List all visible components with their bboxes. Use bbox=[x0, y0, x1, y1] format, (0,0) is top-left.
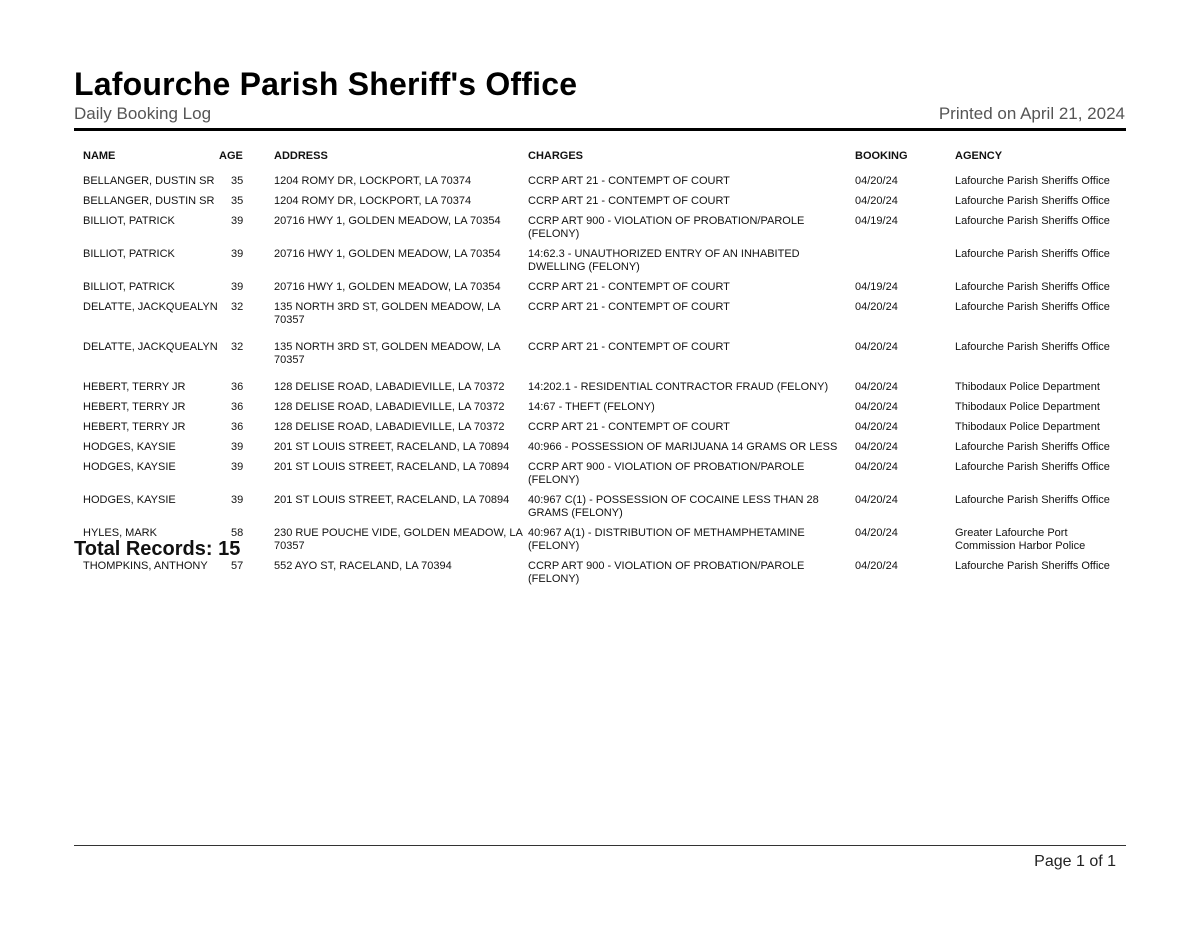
cell-age: 32 bbox=[231, 301, 244, 313]
column-header-age: AGE bbox=[219, 150, 243, 162]
cell-agency: Lafourche Parish Sheriffs Office bbox=[955, 494, 1110, 506]
cell-age: 39 bbox=[231, 215, 244, 227]
table-row bbox=[74, 212, 1126, 245]
cell-charges: 40:966 - POSSESSION OF MARIJUANA 14 GRAMS OR LESS bbox=[528, 441, 838, 453]
cell-agency: Lafourche Parish Sheriffs Office bbox=[955, 248, 1110, 260]
cell-name: BELLANGER, DUSTIN SR bbox=[83, 175, 215, 187]
column-header-name: NAME bbox=[83, 150, 116, 162]
cell-name: HYLES, MARK bbox=[83, 527, 157, 539]
column-header-booking: BOOKING bbox=[855, 150, 908, 162]
cell-agency: Lafourche Parish Sheriffs Office bbox=[955, 281, 1110, 293]
table-row bbox=[74, 557, 1126, 590]
cell-age: 39 bbox=[231, 441, 244, 453]
printed-date: Printed on April 21, 2024 bbox=[938, 104, 1125, 123]
cell-name: HEBERT, TERRY JR bbox=[83, 381, 186, 393]
cell-booking: 04/20/24 bbox=[855, 175, 898, 187]
table-row bbox=[74, 331, 1126, 371]
cell-address: 20716 HWY 1, GOLDEN MEADOW, LA 70354 bbox=[274, 215, 501, 227]
cell-booking: 04/20/24 bbox=[855, 421, 898, 433]
cell-charges: CCRP ART 21 - CONTEMPT OF COURT bbox=[528, 281, 730, 293]
cell-address: 230 RUE POUCHE VIDE, GOLDEN MEADOW, LA 70357 bbox=[274, 527, 523, 552]
cell-age: 36 bbox=[231, 421, 244, 433]
cell-age: 39 bbox=[231, 461, 244, 473]
cell-address: 20716 HWY 1, GOLDEN MEADOW, LA 70354 bbox=[274, 281, 501, 293]
cell-name: THOMPKINS, ANTHONY bbox=[83, 560, 208, 572]
cell-charges: CCRP ART 21 - CONTEMPT OF COURT bbox=[528, 341, 730, 353]
cell-charges: CCRP ART 21 - CONTEMPT OF COURT bbox=[528, 301, 730, 313]
cell-address: 128 DELISE ROAD, LABADIEVILLE, LA 70372 bbox=[274, 421, 505, 433]
cell-agency: Lafourche Parish Sheriffs Office bbox=[955, 175, 1110, 187]
cell-address: 135 NORTH 3RD ST, GOLDEN MEADOW, LA 70357 bbox=[274, 301, 500, 326]
cell-charges: CCRP ART 21 - CONTEMPT OF COURT bbox=[528, 175, 730, 187]
cell-address: 20716 HWY 1, GOLDEN MEADOW, LA 70354 bbox=[274, 248, 501, 260]
cell-booking: 04/19/24 bbox=[855, 281, 898, 293]
table-row bbox=[74, 278, 1126, 298]
column-header-agency: AGENCY bbox=[955, 150, 1003, 162]
cell-age: 39 bbox=[231, 494, 244, 506]
cell-booking: 04/20/24 bbox=[855, 441, 898, 453]
cell-address: 128 DELISE ROAD, LABADIEVILLE, LA 70372 bbox=[274, 381, 505, 393]
cell-charges: CCRP ART 21 - CONTEMPT OF COURT bbox=[528, 195, 730, 207]
cell-address: 552 AYO ST, RACELAND, LA 70394 bbox=[274, 560, 452, 572]
cell-age: 58 bbox=[231, 527, 244, 539]
cell-address: 201 ST LOUIS STREET, RACELAND, LA 70894 bbox=[274, 441, 510, 453]
cell-name: BELLANGER, DUSTIN SR bbox=[83, 195, 215, 207]
cell-address: 135 NORTH 3RD ST, GOLDEN MEADOW, LA 70357 bbox=[274, 341, 500, 366]
cell-agency: Lafourche Parish Sheriffs Office bbox=[955, 301, 1110, 313]
cell-booking: 04/20/24 bbox=[855, 195, 898, 207]
cell-age: 35 bbox=[231, 195, 244, 207]
cell-booking: 04/20/24 bbox=[855, 401, 898, 413]
cell-age: 35 bbox=[231, 175, 244, 187]
cell-name: HODGES, KAYSIE bbox=[83, 461, 176, 473]
cell-age: 39 bbox=[231, 281, 244, 293]
total-records: Total Records: 15 bbox=[74, 538, 241, 560]
cell-booking bbox=[855, 245, 955, 278]
page-title: Lafourche Parish Sheriff's Office bbox=[74, 66, 578, 102]
cell-agency: Thibodaux Police Department bbox=[955, 381, 1100, 393]
footer-divider bbox=[74, 845, 1126, 846]
table-row bbox=[74, 192, 1126, 212]
cell-charges: CCRP ART 900 - VIOLATION OF PROBATION/PAROLE (FELONY) bbox=[528, 461, 805, 486]
cell-booking: 04/20/24 bbox=[855, 494, 898, 506]
table-row bbox=[74, 418, 1126, 438]
table-row bbox=[74, 245, 1126, 278]
cell-address: 1204 ROMY DR, LOCKPORT, LA 70374 bbox=[274, 195, 472, 207]
cell-booking: 04/20/24 bbox=[855, 560, 898, 572]
cell-age: 32 bbox=[231, 341, 244, 353]
cell-name: DELATTE, JACKQUEALYN bbox=[83, 301, 218, 313]
cell-agency: Lafourche Parish Sheriffs Office bbox=[955, 461, 1110, 473]
cell-agency: Lafourche Parish Sheriffs Office bbox=[955, 215, 1110, 227]
table-row bbox=[74, 298, 1126, 331]
cell-agency: Thibodaux Police Department bbox=[955, 401, 1100, 413]
cell-age: 39 bbox=[231, 248, 244, 260]
table-row bbox=[74, 398, 1126, 418]
cell-charges: CCRP ART 900 - VIOLATION OF PROBATION/PAROLE (FELONY) bbox=[528, 215, 805, 240]
cell-agency: Lafourche Parish Sheriffs Office bbox=[955, 341, 1110, 353]
booking-table bbox=[74, 144, 1126, 590]
table-header-row bbox=[74, 144, 1126, 172]
column-header-charges: CHARGES bbox=[528, 150, 584, 162]
table-row bbox=[74, 371, 1126, 398]
cell-agency: Lafourche Parish Sheriffs Office bbox=[955, 560, 1110, 572]
cell-booking: 04/20/24 bbox=[855, 461, 898, 473]
header-divider bbox=[74, 128, 1126, 131]
column-header-address: ADDRESS bbox=[274, 150, 328, 162]
cell-name: BILLIOT, PATRICK bbox=[83, 248, 175, 260]
table-row bbox=[74, 172, 1126, 192]
cell-name: BILLIOT, PATRICK bbox=[83, 215, 175, 227]
cell-name: HODGES, KAYSIE bbox=[83, 441, 176, 453]
cell-age: 36 bbox=[231, 381, 244, 393]
cell-charges: CCRP ART 21 - CONTEMPT OF COURT bbox=[528, 421, 730, 433]
table-row bbox=[74, 458, 1126, 491]
cell-name: BILLIOT, PATRICK bbox=[83, 281, 175, 293]
table-row bbox=[74, 438, 1126, 458]
cell-name: HODGES, KAYSIE bbox=[83, 494, 176, 506]
cell-address: 1204 ROMY DR, LOCKPORT, LA 70374 bbox=[274, 175, 472, 187]
cell-booking: 04/19/24 bbox=[855, 215, 898, 227]
cell-agency: Greater Lafourche Port Commission Harbor Police bbox=[955, 527, 1086, 552]
cell-booking: 04/20/24 bbox=[855, 381, 898, 393]
cell-name: HEBERT, TERRY JR bbox=[83, 401, 186, 413]
cell-address: 128 DELISE ROAD, LABADIEVILLE, LA 70372 bbox=[274, 401, 505, 413]
cell-age: 57 bbox=[231, 560, 244, 572]
cell-charges: 14:67 - THEFT (FELONY) bbox=[528, 401, 655, 413]
cell-agency: Lafourche Parish Sheriffs Office bbox=[955, 195, 1110, 207]
page-number: Page 1 of 1 bbox=[1034, 853, 1116, 870]
cell-name: HEBERT, TERRY JR bbox=[83, 421, 186, 433]
cell-charges: 40:967 C(1) - POSSESSION OF COCAINE LESS THAN 28 GRAMS (FELONY) bbox=[528, 494, 819, 519]
cell-charges: 40:967 A(1) - DISTRIBUTION OF METHAMPHETAMINE (FELONY) bbox=[528, 527, 805, 552]
cell-agency: Lafourche Parish Sheriffs Office bbox=[955, 441, 1110, 453]
cell-charges: CCRP ART 900 - VIOLATION OF PROBATION/PAROLE (FELONY) bbox=[528, 560, 805, 585]
cell-age: 36 bbox=[231, 401, 244, 413]
cell-booking: 04/20/24 bbox=[855, 341, 898, 353]
cell-booking: 04/20/24 bbox=[855, 527, 898, 539]
cell-charges: 14:62.3 - UNAUTHORIZED ENTRY OF AN INHABITED DWELLING (FELONY) bbox=[528, 248, 800, 273]
cell-address: 201 ST LOUIS STREET, RACELAND, LA 70894 bbox=[274, 494, 510, 506]
cell-booking: 04/20/24 bbox=[855, 301, 898, 313]
cell-agency: Thibodaux Police Department bbox=[955, 421, 1100, 433]
page-subtitle: Daily Booking Log bbox=[74, 104, 212, 123]
cell-charges: 14:202.1 - RESIDENTIAL CONTRACTOR FRAUD (FELONY) bbox=[528, 381, 829, 393]
table-body bbox=[74, 172, 1126, 590]
cell-name: DELATTE, JACKQUEALYN bbox=[83, 341, 218, 353]
table-row bbox=[74, 491, 1126, 524]
cell-address: 201 ST LOUIS STREET, RACELAND, LA 70894 bbox=[274, 461, 510, 473]
